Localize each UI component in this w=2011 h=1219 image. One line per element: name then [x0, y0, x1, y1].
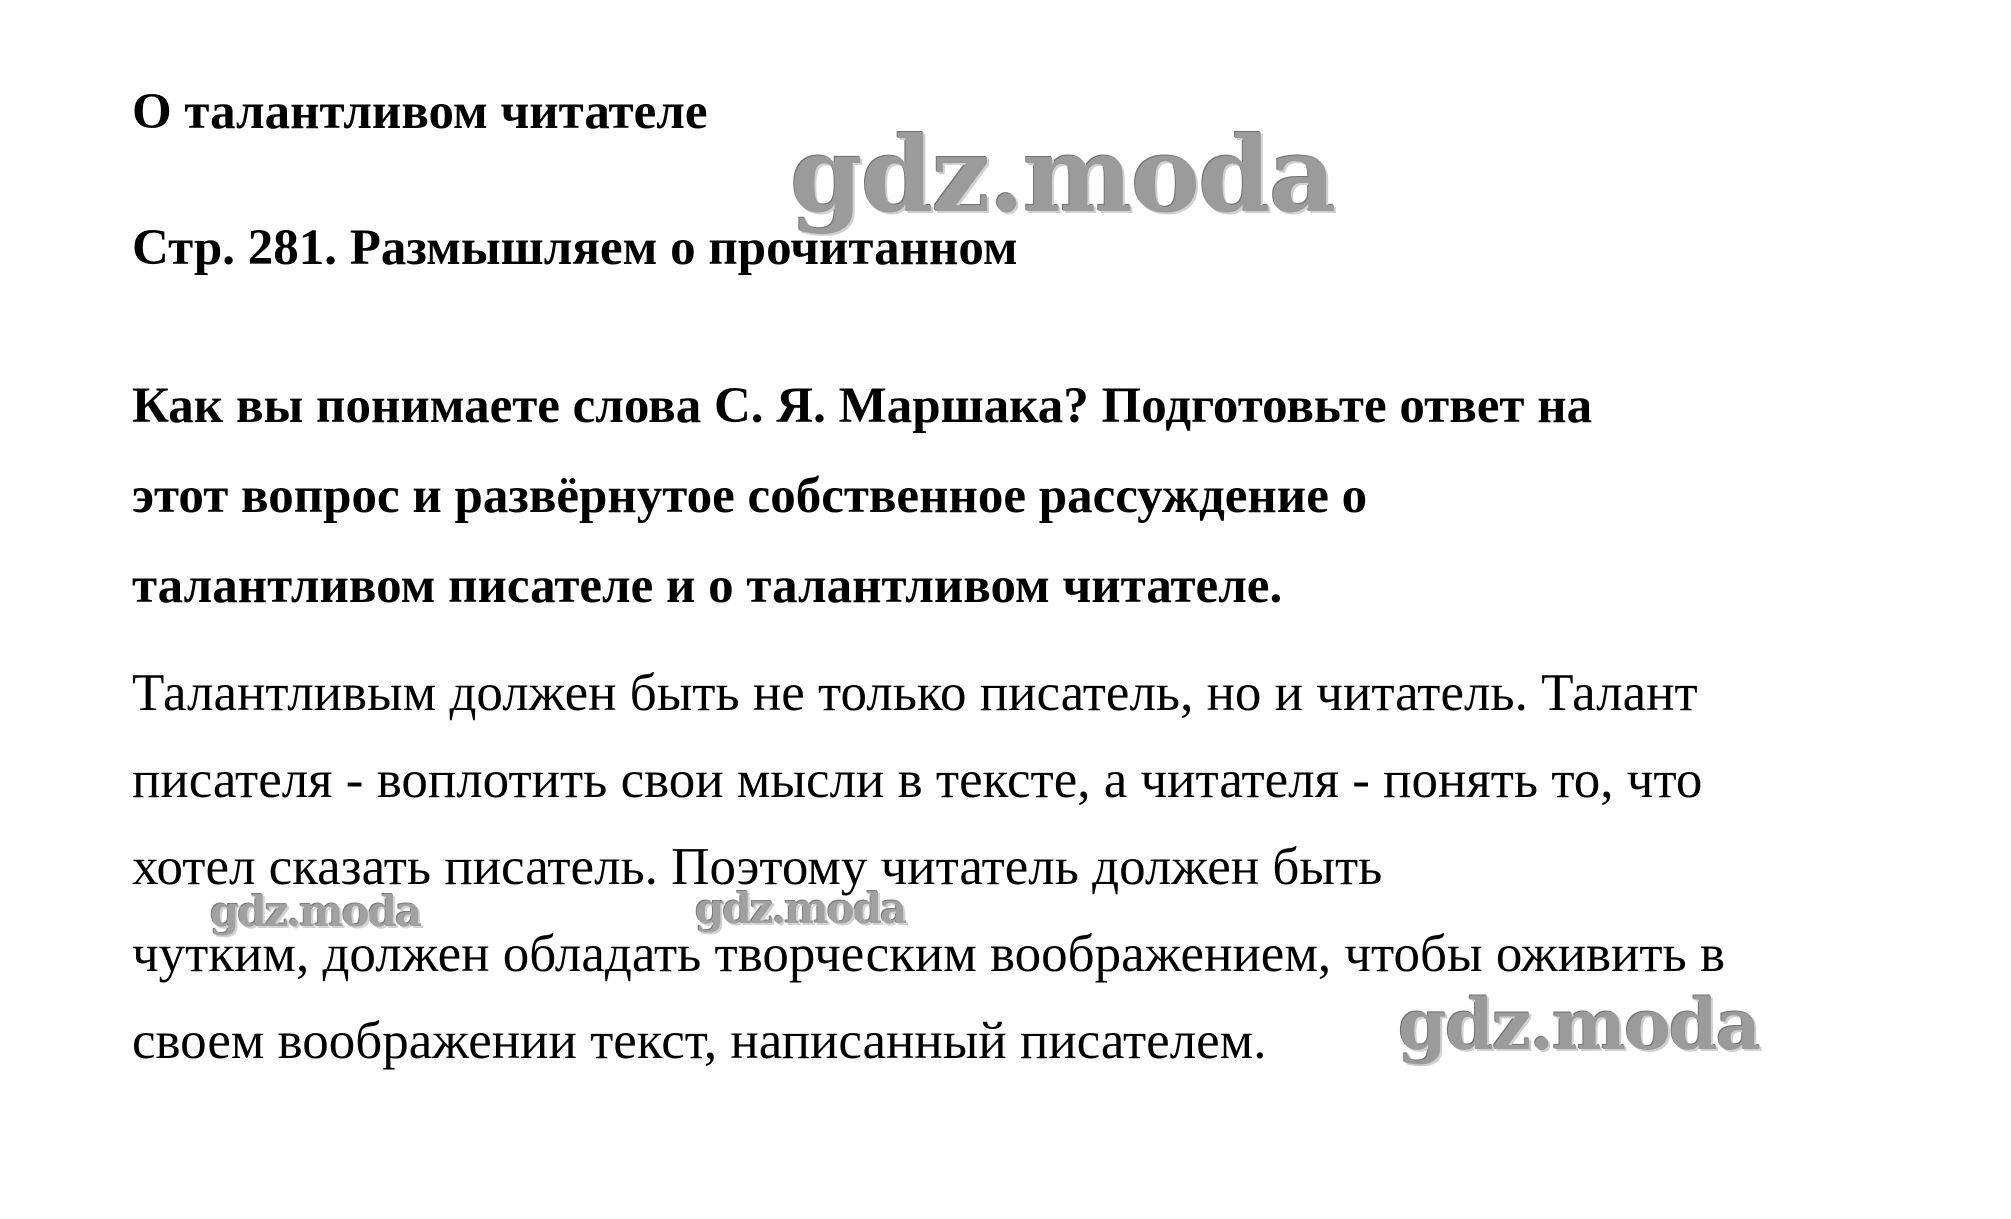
page-heading: Стр. 281. Размышляем о прочитанном — [132, 220, 1018, 276]
question-line: Как вы понимаете слова С. Я. Маршака? Подготовьте ответ на — [132, 378, 1593, 434]
answer-line: чутким, должен обладать творческим воображением, чтобы оживить в — [132, 925, 1725, 983]
watermark-logo: gdz.moda — [210, 887, 421, 936]
question-text — [132, 361, 1592, 631]
question-line: талантливом писателе и о талантливом читателе. — [132, 558, 1283, 614]
answer-line: своем воображении текст, написанный писателем. — [132, 1012, 1267, 1070]
answer-line: писателя - воплотить свои мысли в тексте, а читателя - понять то, что — [132, 751, 1703, 809]
answer-line: хотел сказать писатель. Поэтому читатель должен быть — [132, 838, 1383, 896]
document-title: О талантливом читателе — [132, 84, 708, 140]
watermark-logo: gdz.moda — [695, 884, 906, 933]
question-line: этот вопрос и развёрнутое собственное рассуждение о — [132, 468, 1368, 524]
answer-line: Талантливым должен быть не только писатель, но и читатель. Талант — [132, 664, 1698, 722]
watermark-logo: gdz.moda — [1398, 983, 1760, 1066]
watermark-logo: gdz.moda — [790, 113, 1335, 236]
